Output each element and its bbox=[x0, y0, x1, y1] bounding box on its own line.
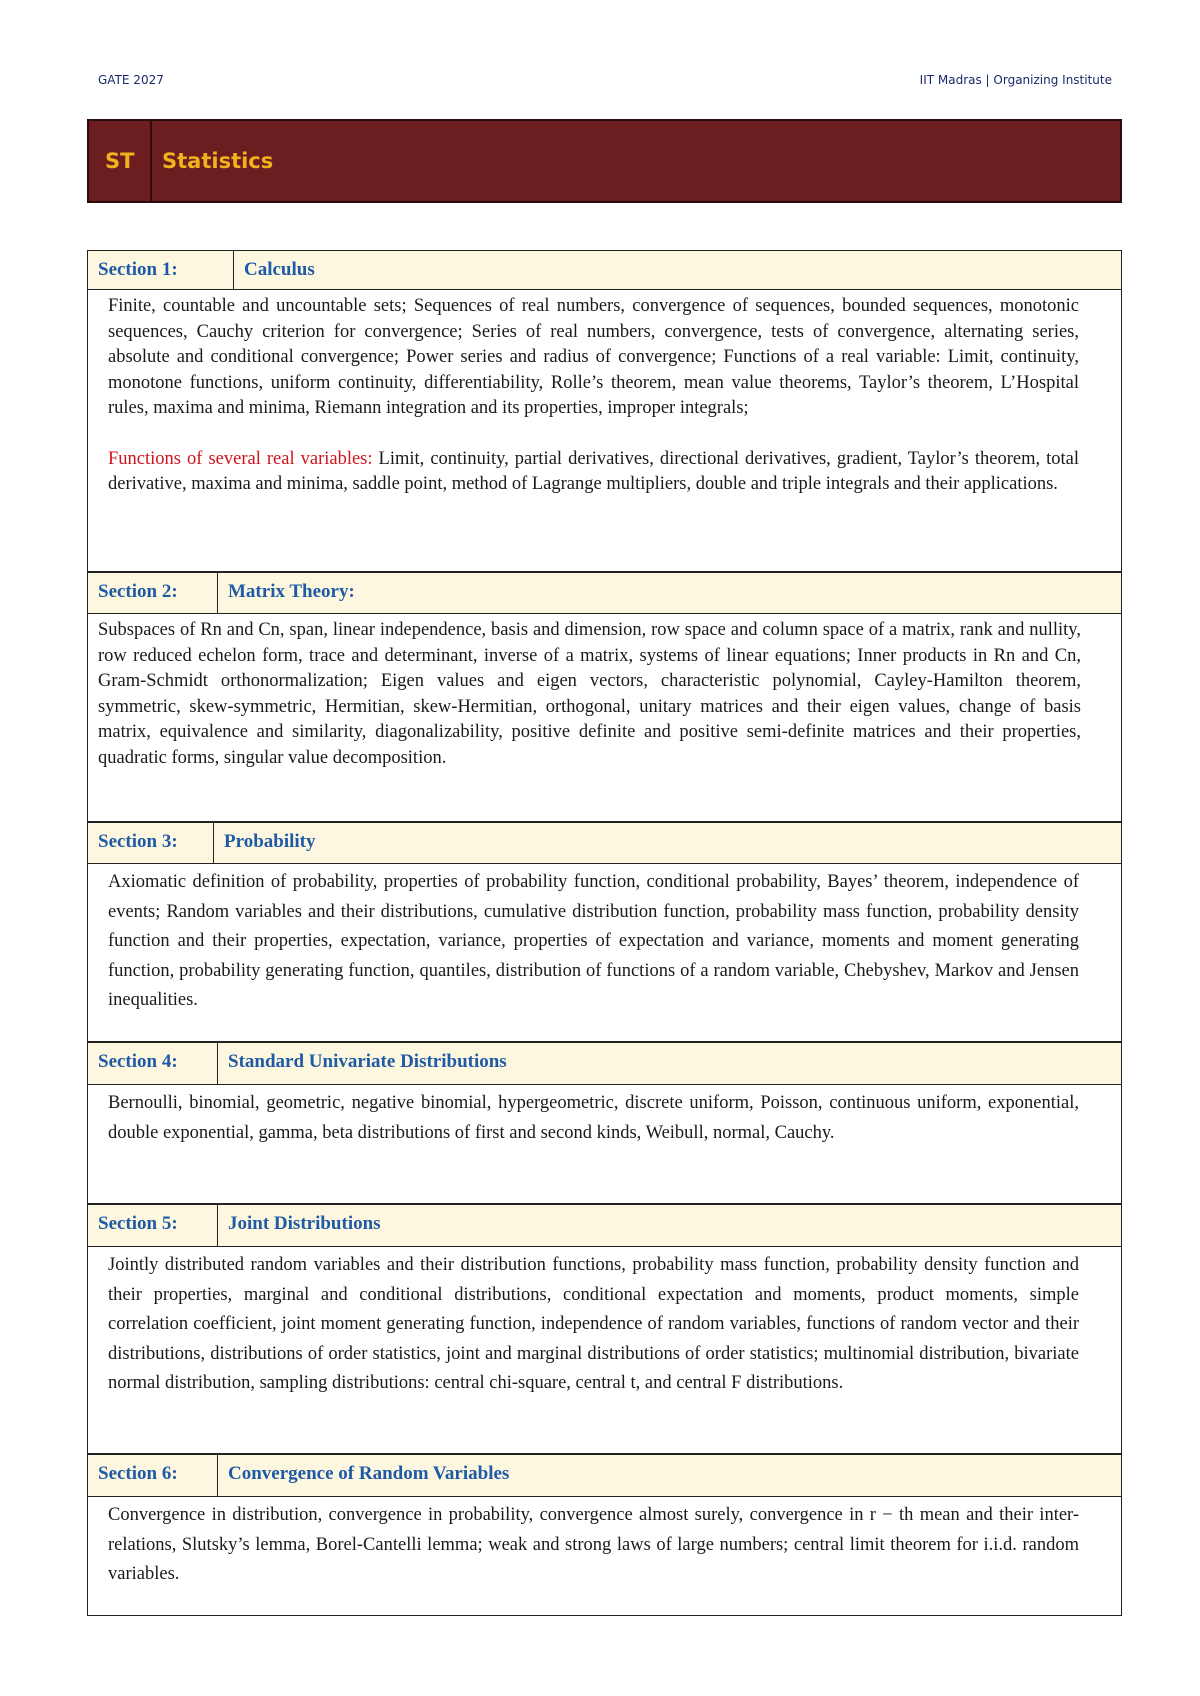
section-title: Convergence of Random Variables bbox=[228, 1463, 510, 1484]
section-matrix-theory bbox=[87, 572, 1122, 822]
section-content bbox=[88, 614, 1121, 771]
section-header bbox=[88, 1042, 1121, 1085]
section-paragraph: Convergence in distribution, convergence in probability, convergence almost surely, convergence in r − th mean and their inter-relations, Slutsky’s lemma, Borel-Cantelli lemma; weak and strong laws of large numbers; central limit theorem for i.i.d. random variables. bbox=[108, 1505, 1079, 1584]
section-content bbox=[88, 1497, 1121, 1590]
section-header bbox=[88, 822, 1121, 864]
section-title: Joint Distributions bbox=[228, 1213, 381, 1234]
section-paragraph: Finite, countable and uncountable sets; Sequences of real numbers, convergence of sequences, bounded sequences, monotonic sequences, Cauchy criterion for convergence; Series of real numbers, convergence, tests of convergence, alternating series, absolute and conditional convergence; Power series and radius of convergence; Functions of a real variable: Limit, continuity, monotone functions, uniform continuity, differentiability, Rolle’s theorem, mean value theorems, Taylor’s theorem, L’Hospital rules, maxima and minima, Riemann integration and its properties, improper integrals; bbox=[108, 296, 1079, 418]
section-paragraph: Subspaces of Rn and Cn, span, linear independence, basis and dimension, row space and column space of a matrix, rank and nullity, row reduced echelon form, trace and determinant, inverse of a matrix, systems of linear equations; Inner products in Rn and Cn, Gram-Schmidt orthonormalization; Eigen values and eigen vectors, characteristic polynomial, Cayley-Hamilton theorem, symmetric, skew-symmetric, Hermitian, skew-Hermitian, orthogonal, unitary matrices and their eigen values, change of basis matrix, equivalence and similarity, diagonalizability, positive definite and positive semi-definite matrices and their properties, quadratic forms, singular value decomposition. bbox=[98, 620, 1081, 768]
header-institute: IIT Madras | Organizing Institute bbox=[919, 73, 1112, 87]
section-paragraph: Axiomatic definition of probability, properties of probability function, conditional probability, Bayes’ theorem, independence of events; Random variables and their distributions, cumulative distribution function, probability mass function, probability density function and their properties, expectation, variance, properties of expectation and variance, moments and moment generating function, probability generating function, quantiles, distribution of functions of a random variable, Chebyshev, Markov and Jensen inequalities. bbox=[108, 872, 1079, 1010]
section-number: Section 1: bbox=[88, 251, 234, 289]
section-number: Section 2: bbox=[88, 573, 218, 613]
section-paragraph: Functions of several real variables: Limit, continuity, partial derivatives, directional derivatives, gradient, Taylor’s theorem, total derivative, maxima and minima, saddle point, method of Lagrange multipliers, double and triple integrals and their applications. bbox=[108, 448, 1079, 494]
section-number: Section 4: bbox=[88, 1043, 218, 1084]
section-univariate-distributions bbox=[87, 1042, 1122, 1204]
header-exam-name: GATE 2027 bbox=[98, 73, 164, 87]
section-calculus bbox=[87, 250, 1122, 572]
section-convergence bbox=[87, 1454, 1122, 1616]
section-number: Section 3: bbox=[88, 823, 214, 863]
section-title: Matrix Theory: bbox=[228, 581, 355, 602]
section-joint-distributions bbox=[87, 1204, 1122, 1454]
section-header bbox=[88, 250, 1121, 290]
section-title: Probability bbox=[224, 831, 316, 852]
section-content bbox=[88, 290, 1121, 498]
section-probability bbox=[87, 822, 1122, 1042]
section-header bbox=[88, 1204, 1121, 1247]
section-paragraph: Jointly distributed random variables and their distribution functions, probability mass function, probability density function and their properties, marginal and conditional distributions, conditional expectation and moments, product moments, simple correlation coefficient, joint moment generating function, independence of random variables, functions of random vector and their distributions, distributions of order statistics, joint and marginal distributions of order statistics; multinomial distribution, bivariate normal distribution, sampling distributions: central chi-square, central t, and central F distributions. bbox=[108, 1255, 1079, 1393]
section-number: Section 5: bbox=[88, 1205, 218, 1246]
section-paragraph: Bernoulli, binomial, geometric, negative binomial, hypergeometric, discrete uniform, Poisson, continuous uniform, exponential, double exponential, gamma, beta distributions of first and second kinds, Weibull, normal, Cauchy. bbox=[108, 1093, 1079, 1143]
section-number: Section 6: bbox=[88, 1455, 218, 1496]
section-content bbox=[88, 864, 1121, 1016]
section-header bbox=[88, 572, 1121, 614]
section-content bbox=[88, 1247, 1121, 1399]
highlighted-topic: Functions of several real variables: bbox=[108, 448, 373, 469]
subject-title: Statistics bbox=[162, 149, 274, 173]
section-header bbox=[88, 1454, 1121, 1497]
section-content bbox=[88, 1085, 1121, 1148]
section-title: Calculus bbox=[244, 259, 315, 280]
section-title: Standard Univariate Distributions bbox=[228, 1051, 507, 1072]
subject-code: ST bbox=[89, 121, 152, 201]
subject-banner bbox=[87, 119, 1122, 203]
